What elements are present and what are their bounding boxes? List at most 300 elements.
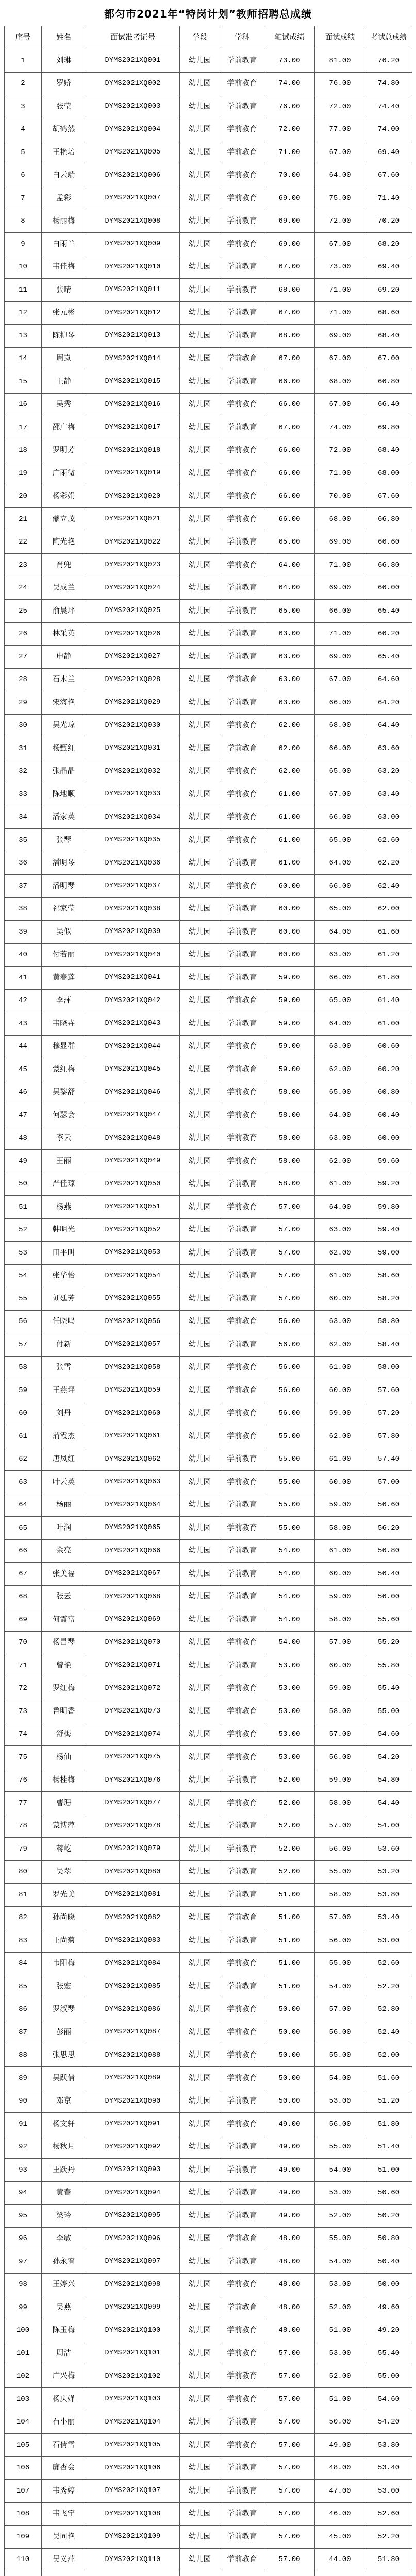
cell-interview-score: 60.00 [315, 1471, 365, 1494]
cell-written-score: 50.00 [264, 2044, 315, 2067]
cell-seq: 62 [5, 1448, 42, 1471]
table-row [5, 967, 412, 990]
cell-interview-score: 53.00 [315, 2342, 365, 2365]
table-row [5, 2090, 412, 2113]
cell-interview-score: 61.00 [315, 1264, 365, 1287]
cell-stage: 幼儿园 [180, 164, 220, 187]
cell-exam-id: DYMS2021XQ040 [86, 943, 180, 967]
cell-name: 张云 [42, 1585, 86, 1608]
cell-total-score: 69.40 [365, 141, 412, 164]
cell-exam-id: DYMS2021XQ029 [86, 691, 180, 715]
cell-exam-id: DYMS2021XQ019 [86, 462, 180, 485]
cell-written-score: 67.00 [264, 301, 315, 325]
cell-stage: 幼儿园 [180, 2044, 220, 2067]
cell-interview-score: 66.00 [315, 875, 365, 898]
table-row [5, 852, 412, 875]
cell-written-score: 58.00 [264, 1127, 315, 1150]
cell-written-score: 69.00 [264, 233, 315, 256]
cell-written-score: 57.00 [264, 2548, 315, 2571]
cell-written-score: 48.00 [264, 2319, 315, 2342]
table-row [5, 943, 412, 967]
cell-exam-id: DYMS2021XQ050 [86, 1173, 180, 1196]
cell-interview-score: 52.00 [315, 2365, 365, 2388]
cell-exam-id: DYMS2021XQ006 [86, 164, 180, 187]
cell-stage: 幼儿园 [180, 1929, 220, 1953]
table-row [5, 2044, 412, 2067]
cell-name: 韦阳梅 [42, 1952, 86, 1975]
cell-name: 吴义萍 [42, 2548, 86, 2571]
cell-seq: 36 [5, 852, 42, 875]
cell-total-score: 52.60 [365, 1952, 412, 1975]
table-row [5, 1494, 412, 1517]
cell-seq: 57 [5, 1333, 42, 1357]
cell-exam-id: DYMS2021XQ097 [86, 2250, 180, 2274]
cell-seq [5, 2571, 42, 2576]
cell-exam-id: DYMS2021XQ047 [86, 1104, 180, 1127]
cell-stage: 幼儿园 [180, 2456, 220, 2480]
cell-total-score: 62.60 [365, 829, 412, 852]
cell-total-score: 68.40 [365, 439, 412, 462]
table-row [5, 1746, 412, 1769]
cell-interview-score: 52.00 [315, 2296, 365, 2319]
cell-stage: 幼儿园 [180, 2526, 220, 2549]
cell-seq: 102 [5, 2365, 42, 2388]
cell-subject: 学前教育 [220, 1196, 264, 1219]
cell-exam-id: DYMS2021XQ008 [86, 210, 180, 233]
cell-exam-id: DYMS2021XQ070 [86, 1631, 180, 1654]
table-row [5, 416, 412, 439]
cell-stage: 幼儿园 [180, 714, 220, 737]
header-written-score: 笔试成绩 [264, 26, 315, 49]
table-row [5, 577, 412, 600]
cell-stage: 幼儿园 [180, 1494, 220, 1517]
cell-interview-score: 66.00 [315, 600, 365, 623]
cell-written-score: 60.00 [264, 921, 315, 944]
cell-seq: 65 [5, 1517, 42, 1540]
cell-seq: 92 [5, 2136, 42, 2159]
cell-name: 王艳培 [42, 141, 86, 164]
cell-interview-score: 64.00 [315, 1012, 365, 1036]
cell-written-score: 62.00 [264, 737, 315, 760]
cell-interview-score: 71.00 [315, 554, 365, 577]
cell-stage: 幼儿园 [180, 462, 220, 485]
table-row [5, 1563, 412, 1586]
cell-interview-score: 55.00 [315, 2136, 365, 2159]
cell-exam-id: DYMS2021XQ005 [86, 141, 180, 164]
cell-name: 孟彩 [42, 187, 86, 210]
cell-name: 王婷兴 [42, 2273, 86, 2296]
table-row [5, 1838, 412, 1861]
cell-written-score: 53.00 [264, 1677, 315, 1700]
cell-written-score: 68.00 [264, 279, 315, 302]
cell-stage: 幼儿园 [180, 1150, 220, 1173]
table-row [5, 2181, 412, 2205]
cell-total-score: 64.40 [365, 714, 412, 737]
cell-exam-id: DYMS2021XQ093 [86, 2159, 180, 2182]
cell-exam-id: DYMS2021XQ025 [86, 600, 180, 623]
cell-interview-score: 61.00 [315, 1356, 365, 1379]
table-row [5, 1792, 412, 1815]
cell-written-score: 50.00 [264, 2021, 315, 2044]
cell-exam-id: DYMS2021XQ087 [86, 2021, 180, 2044]
cell-interview-score: 67.00 [315, 393, 365, 416]
table-row [5, 439, 412, 462]
cell-exam-id: DYMS2021XQ103 [86, 2388, 180, 2411]
cell-written-score: 55.00 [264, 1448, 315, 1471]
cell-written-score: 66.00 [264, 485, 315, 508]
cell-seq: 105 [5, 2434, 42, 2457]
table-row [5, 508, 412, 531]
cell-name: 梁玲 [42, 2205, 86, 2228]
table-row [5, 370, 412, 394]
cell-stage: 幼儿园 [180, 2021, 220, 2044]
cell-name: 杨彩娟 [42, 485, 86, 508]
cell-written-score: 60.00 [264, 943, 315, 967]
cell-written-score: 55.00 [264, 1494, 315, 1517]
cell-stage: 幼儿园 [180, 967, 220, 990]
cell-total-score: 56.20 [365, 1517, 412, 1540]
cell-exam-id: DYMS2021XQ035 [86, 829, 180, 852]
cell-exam-id: DYMS2021XQ051 [86, 1196, 180, 1219]
cell-seq: 98 [5, 2273, 42, 2296]
cell-written-score: 63.00 [264, 668, 315, 691]
cell-seq: 71 [5, 1654, 42, 1677]
cell-subject: 学前教育 [220, 760, 264, 783]
cell-total-score: 62.40 [365, 875, 412, 898]
cell-seq: 44 [5, 1035, 42, 1058]
cell-seq: 42 [5, 989, 42, 1012]
cell-exam-id: DYMS2021XQ081 [86, 1884, 180, 1907]
cell-seq: 22 [5, 531, 42, 554]
cell-total-score: 62.00 [365, 897, 412, 921]
cell-written-score: 51.00 [264, 1884, 315, 1907]
cell-interview-score: 63.00 [315, 1127, 365, 1150]
cell-written-score: 59.00 [264, 967, 315, 990]
cell-seq: 79 [5, 1838, 42, 1861]
cell-name: 付新 [42, 1333, 86, 1357]
cell-exam-id: DYMS2021XQ009 [86, 233, 180, 256]
cell-stage: 幼儿园 [180, 1517, 220, 1540]
table-body [5, 49, 412, 2576]
cell-stage: 幼儿园 [180, 2205, 220, 2228]
cell-interview-score: 63.00 [315, 1218, 365, 1242]
cell-total-score: 59.60 [365, 1150, 412, 1173]
cell-interview-score: 64.00 [315, 1196, 365, 1219]
cell-seq: 29 [5, 691, 42, 715]
cell-name: 林采英 [42, 622, 86, 646]
cell-interview-score: 77.00 [315, 118, 365, 141]
cell-stage: 幼儿园 [180, 875, 220, 898]
cell-seq: 50 [5, 1173, 42, 1196]
cell-interview-score: 76.00 [315, 72, 365, 95]
cell-exam-id: DYMS2021XQ105 [86, 2434, 180, 2457]
cell-subject: 学前教育 [220, 921, 264, 944]
cell-stage: 幼儿园 [180, 2342, 220, 2365]
cell-interview-score: 72.00 [315, 95, 365, 118]
cell-interview-score: 55.00 [315, 2044, 365, 2067]
cell-interview-score: 63.00 [315, 1035, 365, 1058]
cell-subject: 学前教育 [220, 1815, 264, 1838]
cell-stage: 幼儿园 [180, 2227, 220, 2250]
cell-subject: 学前教育 [220, 2227, 264, 2250]
table-row [5, 622, 412, 646]
cell-subject: 学前教育 [220, 714, 264, 737]
cell-subject: 学前教育 [220, 1035, 264, 1058]
table-row [5, 95, 412, 118]
table-row [5, 875, 412, 898]
header-subject: 学科 [220, 26, 264, 49]
cell-name: 潘家英 [42, 806, 86, 829]
table-row [5, 1677, 412, 1700]
cell-subject: 学前教育 [220, 1677, 264, 1700]
cell-name: 杨昌琴 [42, 1631, 86, 1654]
cell-total-score: 55.40 [365, 1677, 412, 1700]
table-row [5, 531, 412, 554]
table-row [5, 2227, 412, 2250]
cell-name: 白云端 [42, 164, 86, 187]
table-row [5, 141, 412, 164]
cell-interview-score: 52.00 [315, 2205, 365, 2228]
cell-stage: 幼儿园 [180, 2319, 220, 2342]
cell-subject: 学前教育 [220, 668, 264, 691]
cell-exam-id: DYMS2021XQ096 [86, 2227, 180, 2250]
cell-written-score: 52.00 [264, 1860, 315, 1884]
cell-seq: 28 [5, 668, 42, 691]
cell-written-score: 67.00 [264, 347, 315, 370]
cell-exam-id: DYMS2021XQ024 [86, 577, 180, 600]
cell-total-score: 56.40 [365, 1563, 412, 1586]
table-row [5, 462, 412, 485]
cell-subject: 学前教育 [220, 2205, 264, 2228]
table-row [5, 1402, 412, 1425]
cell-interview-score: 64.00 [315, 852, 365, 875]
cell-stage: 幼儿园 [180, 485, 220, 508]
cell-subject: 学前教育 [220, 967, 264, 990]
cell-stage: 幼儿园 [180, 508, 220, 531]
cell-exam-id: DYMS2021XQ095 [86, 2205, 180, 2228]
cell-name: 周洁 [42, 2342, 86, 2365]
cell-subject: 学前教育 [220, 1402, 264, 1425]
cell-stage: 幼儿园 [180, 118, 220, 141]
cell-total-score: 50.80 [365, 2227, 412, 2250]
table-row [5, 1333, 412, 1357]
table-row [5, 1608, 412, 1632]
cell-stage: 幼儿园 [180, 233, 220, 256]
cell-interview-score: 46.00 [315, 2502, 365, 2526]
cell-seq: 95 [5, 2205, 42, 2228]
cell-stage: 幼儿园 [180, 1058, 220, 1081]
cell-interview-score: 81.00 [315, 49, 365, 73]
cell-total-score: 50.40 [365, 2250, 412, 2274]
cell-stage: 幼儿园 [180, 2548, 220, 2571]
cell-exam-id: DYMS2021XQ044 [86, 1035, 180, 1058]
cell-exam-id: DYMS2021XQ060 [86, 1402, 180, 1425]
cell-seq: 34 [5, 806, 42, 829]
cell-exam-id: DYMS2021XQ002 [86, 72, 180, 95]
cell-subject: 学前教育 [220, 1952, 264, 1975]
cell-seq: 2 [5, 72, 42, 95]
cell-subject: 学前教育 [220, 2296, 264, 2319]
cell-name: 穆显群 [42, 1035, 86, 1058]
cell-stage: 幼儿园 [180, 1196, 220, 1219]
cell-seq: 87 [5, 2021, 42, 2044]
cell-total-score: 60.20 [365, 1058, 412, 1081]
table-row [5, 1952, 412, 1975]
cell-exam-id: DYMS2021XQ042 [86, 989, 180, 1012]
cell-stage: 幼儿园 [180, 1860, 220, 1884]
cell-stage: 幼儿园 [180, 1402, 220, 1425]
cell-name: 罗淑琴 [42, 1998, 86, 2021]
cell-seq: 73 [5, 1700, 42, 1723]
cell-name: 何瑟会 [42, 1104, 86, 1127]
cell-total-score: 52.20 [365, 1975, 412, 1998]
cell-stage: 幼儿园 [180, 577, 220, 600]
table-row [5, 2021, 412, 2044]
cell-seq: 72 [5, 1677, 42, 1700]
cell-written-score: 68.00 [264, 325, 315, 348]
cell-written-score: 63.00 [264, 622, 315, 646]
cell-total-score: 55.80 [365, 1654, 412, 1677]
cell-seq: 93 [5, 2159, 42, 2182]
cell-total-score: 50.00 [365, 2273, 412, 2296]
cell-seq: 67 [5, 1563, 42, 1586]
cell-total-score: 52.20 [365, 2526, 412, 2549]
cell-exam-id: DYMS2021XQ057 [86, 1333, 180, 1357]
table-row [5, 1242, 412, 1265]
cell-interview-score: 50.00 [315, 2411, 365, 2434]
cell-total-score: 57.60 [365, 1379, 412, 1402]
cell-interview-score: 60.00 [315, 1654, 365, 1677]
cell-total-score: 53.40 [365, 1906, 412, 1929]
table-row [5, 806, 412, 829]
cell-written-score: 59.00 [264, 1035, 315, 1058]
cell-seq: 1 [5, 49, 42, 73]
cell-written-score: 48.00 [264, 2227, 315, 2250]
cell-subject: 学前教育 [220, 439, 264, 462]
cell-subject: 学前教育 [220, 1356, 264, 1379]
cell-subject: 学前教育 [220, 49, 264, 73]
cell-written-score: 72.00 [264, 118, 315, 141]
cell-total-score: 57.00 [365, 1471, 412, 1494]
cell-interview-score: 67.00 [315, 668, 365, 691]
cell-total-score: 56.60 [365, 1494, 412, 1517]
table-row [5, 2365, 412, 2388]
cell-exam-id: DYMS2021XQ023 [86, 554, 180, 577]
cell-seq: 81 [5, 1884, 42, 1907]
cell-stage: 幼儿园 [180, 370, 220, 394]
cell-stage: 幼儿园 [180, 1356, 220, 1379]
cell-seq: 69 [5, 1608, 42, 1632]
cell-name: 张思思 [42, 2044, 86, 2067]
table-row [5, 1310, 412, 1333]
cell-name: 张元彬 [42, 301, 86, 325]
cell-name: 李云 [42, 1127, 86, 1150]
cell-interview-score: 71.00 [315, 462, 365, 485]
cell-total-score: 68.60 [365, 301, 412, 325]
cell-total-score: 54.60 [365, 1723, 412, 1746]
table-row [5, 714, 412, 737]
cell-exam-id: DYMS2021XQ064 [86, 1494, 180, 1517]
cell-interview-score: 65.00 [315, 897, 365, 921]
cell-total-score: 53.20 [365, 1860, 412, 1884]
cell-subject: 学前教育 [220, 943, 264, 967]
cell-subject: 学前教育 [220, 1310, 264, 1333]
cell-stage: 幼儿园 [180, 943, 220, 967]
cell-name: 余亮 [42, 1539, 86, 1563]
cell-total-score: 54.40 [365, 1792, 412, 1815]
cell-subject: 学前教育 [220, 2365, 264, 2388]
cell-subject: 学前教育 [220, 462, 264, 485]
cell-name: 韦秀婷 [42, 2480, 86, 2503]
cell-stage: 幼儿园 [180, 2296, 220, 2319]
cell-exam-id: DYMS2021XQ053 [86, 1242, 180, 1265]
cell-seq: 59 [5, 1379, 42, 1402]
table-row [5, 1929, 412, 1953]
cell-stage: 幼儿园 [180, 2136, 220, 2159]
cell-name: 潘明琴 [42, 875, 86, 898]
cell-exam-id: DYMS2021XQ058 [86, 1356, 180, 1379]
cell-total-score: 51.40 [365, 2136, 412, 2159]
cell-subject: 学前教育 [220, 347, 264, 370]
cell-seq: 40 [5, 943, 42, 967]
cell-subject: 学前教育 [220, 1471, 264, 1494]
cell-seq: 15 [5, 370, 42, 394]
cell-written-score: 66.00 [264, 508, 315, 531]
table-row [5, 1906, 412, 1929]
cell-seq: 106 [5, 2456, 42, 2480]
cell-subject: 学前教育 [220, 72, 264, 95]
cell-stage: 幼儿园 [180, 2434, 220, 2457]
cell-stage: 幼儿园 [180, 1218, 220, 1242]
cell-name: 吴成兰 [42, 577, 86, 600]
cell-written-score: 59.00 [264, 1058, 315, 1081]
cell-name: 宋海艳 [42, 691, 86, 715]
cell-interview-score: 59.00 [315, 1494, 365, 1517]
cell-exam-id: DYMS2021XQ073 [86, 1700, 180, 1723]
cell-interview-score: 56.00 [315, 1746, 365, 1769]
cell-exam-id: DYMS2021XQ091 [86, 2113, 180, 2136]
cell-name: 曹珊 [42, 1792, 86, 1815]
cell-total-score: 67.60 [365, 485, 412, 508]
cell-interview-score: 66.00 [315, 691, 365, 715]
cell-stage: 幼儿园 [180, 921, 220, 944]
cell-seq: 3 [5, 95, 42, 118]
cell-written-score: 60.00 [264, 875, 315, 898]
header-stage: 学段 [180, 26, 220, 49]
cell-exam-id: DYMS2021XQ034 [86, 806, 180, 829]
cell-total-score: 58.80 [365, 1310, 412, 1333]
cell-written-score: 57.00 [264, 1242, 315, 1265]
cell-seq: 46 [5, 1081, 42, 1104]
cell-total-score: 55.20 [365, 1631, 412, 1654]
cell-exam-id: DYMS2021XQ077 [86, 1792, 180, 1815]
cell-exam-id: DYMS2021XQ049 [86, 1150, 180, 1173]
cell-stage: 幼儿园 [180, 2250, 220, 2274]
table-row [5, 646, 412, 669]
cell-subject: 学前教育 [220, 210, 264, 233]
table-row [5, 1127, 412, 1150]
cell-seq: 61 [5, 1425, 42, 1448]
cell-written-score: 56.00 [264, 1402, 315, 1425]
cell-exam-id: DYMS2021XQ014 [86, 347, 180, 370]
cell-written-score: 71.00 [264, 141, 315, 164]
cell-seq: 47 [5, 1104, 42, 1127]
cell-seq: 9 [5, 233, 42, 256]
cell-total-score: 62.20 [365, 852, 412, 875]
cell-total-score: 66.00 [365, 577, 412, 600]
cell-exam-id: DYMS2021XQ020 [86, 485, 180, 508]
cell-stage: 幼儿园 [180, 531, 220, 554]
